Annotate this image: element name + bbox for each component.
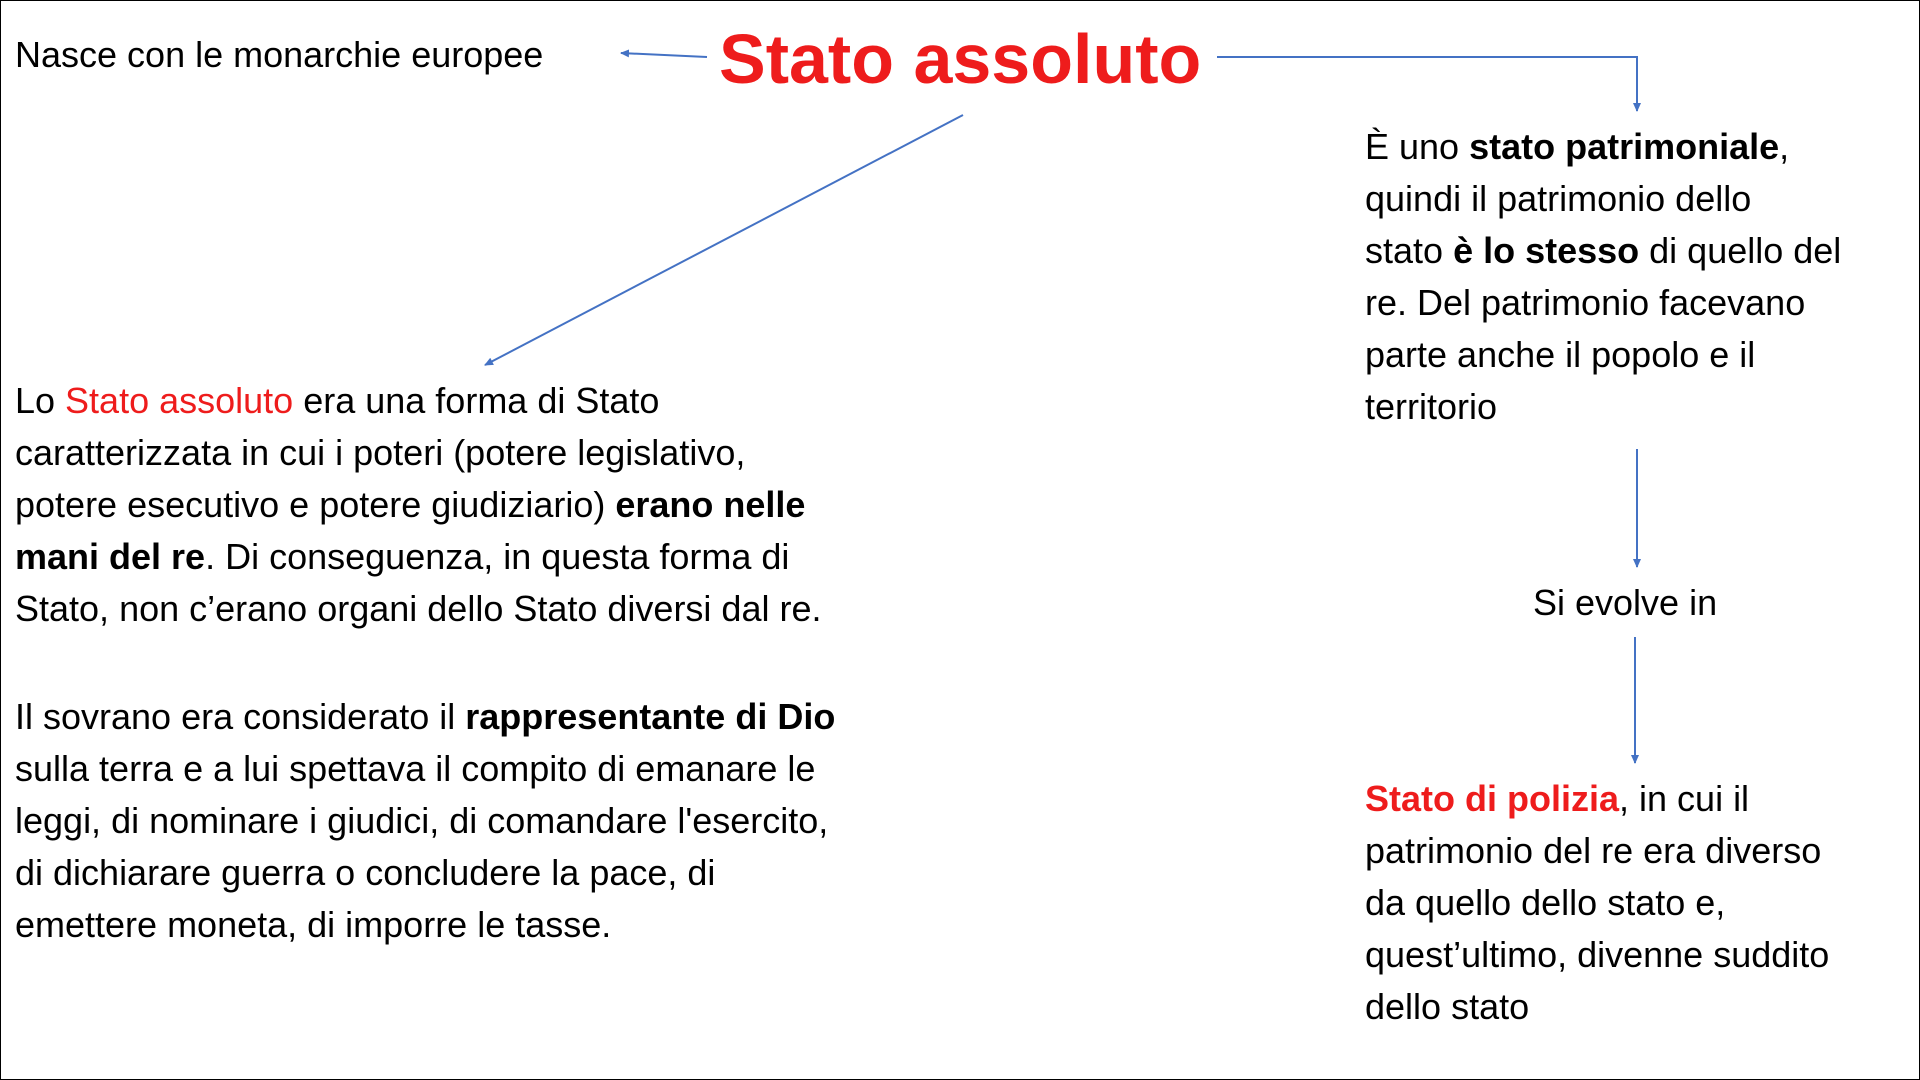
bold-phrase: rappresentante di Dio: [465, 696, 836, 737]
definition-line-5: Stato, non c’erano organi dello Stato diversi dal re.: [15, 588, 822, 629]
definition-line-4: [15, 531, 821, 583]
stato-di-polizia-highlight: Stato di polizia: [1365, 778, 1620, 819]
police-text: , in cui il: [1619, 778, 1750, 819]
police-line-1: [1365, 773, 1829, 825]
sovereign-line-3: leggi, di nominare i giudici, di comandare l'esercito,: [15, 800, 829, 841]
stato-assoluto-highlight: Stato assoluto: [65, 380, 294, 421]
patrimonial-line-1: [1365, 121, 1841, 173]
definition-text: . Di conseguenza, in questa forma di: [205, 536, 790, 577]
patrimonial-text: di quello del: [1639, 230, 1842, 271]
police-line-3: da quello dello stato e,: [1365, 882, 1726, 923]
patrimonial-text: stato: [1365, 230, 1454, 271]
police-line-5: dello stato: [1365, 986, 1530, 1027]
sovereign-paragraph: [15, 691, 835, 951]
bold-phrase: mani del re: [15, 536, 206, 577]
patrimonial-state-box: [1365, 121, 1841, 433]
sovereign-text: Il sovrano era considerato il: [15, 696, 466, 737]
definition-text: potere esecutivo e potere giudiziario): [15, 484, 616, 525]
patrimonial-line-5: parte anche il popolo e il: [1365, 334, 1756, 375]
patrimonial-text: È uno: [1365, 126, 1470, 167]
definition-paragraph: [15, 375, 821, 635]
patrimonial-text: ,: [1779, 126, 1790, 167]
arrow-title-to-definition: [485, 115, 963, 365]
patrimonial-line-3: [1365, 225, 1841, 277]
bold-phrase: stato patrimoniale: [1469, 126, 1780, 167]
sovereign-line-5: emettere moneta, di imporre le tasse.: [15, 904, 612, 945]
definition-line-3: [15, 479, 821, 531]
evolves-label: Si evolve in: [1533, 582, 1718, 623]
diagram-title: Stato assoluto: [719, 20, 1202, 98]
definition-line-2: caratterizzata in cui i poteri (potere legislativo,: [15, 432, 746, 473]
police-state-box: [1365, 773, 1829, 1033]
definition-text: Lo: [15, 380, 66, 421]
police-line-4: quest’ultimo, divenne suddito: [1365, 934, 1830, 975]
origin-note: Nasce con le monarchie europee: [15, 34, 544, 75]
patrimonial-line-2: quindi il patrimonio dello: [1365, 178, 1752, 219]
patrimonial-line-4: re. Del patrimonio facevano: [1365, 282, 1806, 323]
police-line-2: patrimonio del re era diverso: [1365, 830, 1822, 871]
arrow-title-to-origin: [621, 53, 707, 57]
patrimonial-line-6: territorio: [1365, 386, 1498, 427]
sovereign-line-4: di dichiarare guerra o concludere la pace, di: [15, 852, 716, 893]
sovereign-line-1: [15, 691, 835, 743]
sovereign-line-2: sulla terra e a lui spettava il compito di emanare le: [15, 748, 816, 789]
arrow-title-to-patrimonial: [1217, 57, 1637, 111]
definition-text: era una forma di Stato: [293, 380, 660, 421]
bold-phrase: erano nelle: [615, 484, 806, 525]
definition-line-1: [15, 375, 821, 427]
bold-phrase: è lo stesso: [1453, 230, 1640, 271]
